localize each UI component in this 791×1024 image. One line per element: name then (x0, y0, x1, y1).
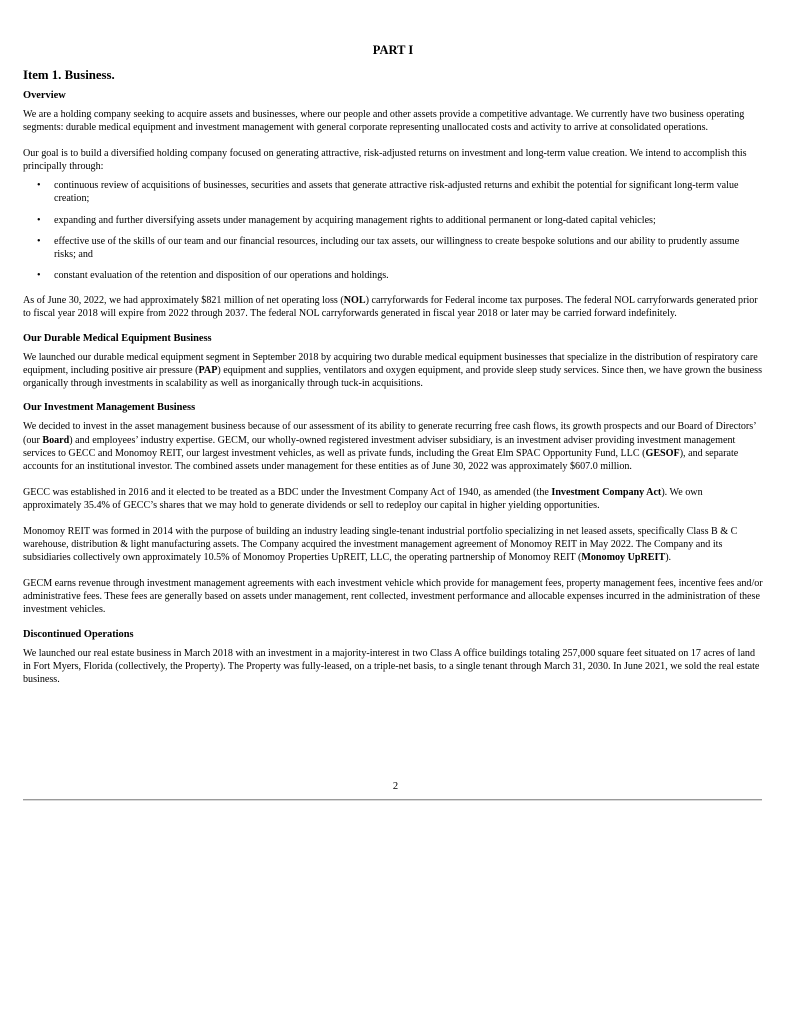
im-heading: Our Investment Management Business (23, 402, 196, 414)
nol-text-a: As of June 30, 2022, we had approximately $821 million of net operating loss ( (23, 294, 344, 306)
bullet-item (23, 235, 763, 261)
monomoy-text-a: Monomoy REIT was formed in 2014 with the purpose of building an industry leading single-tenant industrial portfolio specializing in net leased assets, specifically Class B & C warehouse, distribution & light manufacturing assets. The Company acquired the investment management agreement of Monomoy REIT in May 2022. The Company and its subsidiaries collectively own approximately 10.5% of Monomoy Properties UpREIT, LLC, the operating partnership of Monomoy REIT ( (23, 525, 738, 564)
im-paragraph-1 (23, 420, 763, 472)
im-text-b: ) and employees’ industry expertise. GECM, our wholly-owned registered investment adviser subsidiary, is an investment adviser providing investment management services to GECC and Monomoy REIT, our largest investment vehicles, as well as private funds, including the Great Elm SPAC Opportunity Fund, LLC ( (23, 434, 736, 459)
im-text-a: We decided to invest in the asset management business because of our assessment of its ability to generate recurring free cash flows, its growth prospects and our Board of Directors’ (our (23, 421, 756, 446)
document-page (23, 38, 763, 686)
dme-text-b: ) equipment and supplies, ventilators and oxygen equipment, and provide sleep study services. Since then, we have grown the business organically through investments in scalability as well as inorganically through tuck-in acquisitions. (23, 365, 763, 390)
im-paragraph-4: GECM earns revenue through investment management agreements with each investment vehicle which provide for management fees, property management fees, incentive fees and/or administrative fees. These fees are generally based on assets under management, rent collected, investment performance and allocable expenses incurred in the administration of these investment vehicles. (23, 578, 763, 616)
gecc-text-b: ). We own approximately 35.4% of GECC’s shares that we may hold to generate dividends or sell to redeploy our capital in higher yielding opportunities. (23, 486, 703, 511)
nol-text-b: ) carryforwards for Federal income tax purposes. The federal NOL carryforwards generated prior to fiscal year 2018 will expire from 2022 through 2037. The federal NOL carryforwards generated in fiscal year 2018 or later may be carried forward indefinitely. (23, 294, 758, 320)
bullet-text: expanding and further diversifying assets under management by acquiring management rights to additional permanent or long-dated capital vehicles; (54, 214, 656, 226)
im-paragraph-3 (23, 525, 763, 564)
im-text-c: ), and separate accounts for an institutional investor. The combined assets under management for these entities as of June 30, 2022 was approximately $607.0 million. (23, 447, 739, 472)
monomoy-text-b: ). (665, 552, 672, 564)
overview-paragraph-1: We are a holding company seeking to acquire assets and businesses, where our people and other assets provide a competitive advantage. We currently have two business operating segments: durable medical equipment and investment management with general corporate representing unallocated costs and activity to arrive at consolidated operations. (23, 109, 745, 134)
page-divider (23, 799, 762, 801)
overview-paragraph-2: Our goal is to build a diversified holding company focused on generating attractive, risk-adjusted returns on investment and long-term value creation. We intend to accomplish this principally through: (23, 148, 747, 173)
bullet-item (23, 269, 763, 282)
nol-paragraph (23, 294, 763, 320)
bullet-item (23, 179, 763, 205)
part-title: PART I (372, 43, 414, 57)
bullet-text: continuous review of acquisitions of businesses, securities and assets that generate attractive risk-adjusted returns and exhibit the potential for significant long-term value creation; (54, 180, 739, 205)
bullet-icon: • (37, 180, 41, 192)
pap-defined-term: PAP (198, 365, 218, 377)
gecc-text-a: GECC was established in 2016 and it elected to be treated as a BDC under the Investment Company Act of 1940, as amended (the (23, 486, 552, 498)
bullet-item (23, 214, 763, 227)
strategy-bullet-list (23, 179, 763, 282)
board-defined-term: Board (42, 434, 70, 446)
item-title: Item 1. Business. (23, 68, 115, 82)
page-number: 2 (392, 781, 399, 792)
ica-defined-term: Investment Company Act (551, 486, 662, 498)
bullet-text: effective use of the skills of our team and our financial resources, including our tax assets, our willingness to create bespoke solutions and our ability to prudently assume risks; and (54, 235, 740, 260)
discontinued-heading: Discontinued Operations (23, 628, 134, 640)
dme-heading: Our Durable Medical Equipment Business (23, 333, 212, 345)
gesof-defined-term: GESOF (645, 447, 680, 459)
dme-paragraph (23, 351, 763, 390)
upreit-defined-term: Monomoy UpREIT (581, 552, 666, 564)
bullet-icon: • (37, 269, 41, 281)
bullet-text: constant evaluation of the retention and disposition of our operations and holdings. (54, 269, 389, 281)
overview-heading: Overview (23, 90, 66, 101)
nol-defined-term: NOL (343, 294, 366, 306)
im-paragraph-2 (23, 486, 763, 512)
bullet-icon: • (37, 214, 41, 226)
dme-text-a: We launched our durable medical equipment segment in September 2018 by acquiring two durable medical equipment businesses that specialize in the distribution of respiratory care equipment, including positive air pressure ( (23, 352, 758, 377)
bullet-icon: • (37, 235, 41, 247)
discontinued-paragraph: We launched our real estate business in March 2018 with an investment in a majority-interest in two Class A office buildings totaling 257,000 square feet situated on 17 acres of land in Fort Myers, Florida (collectively, the Property). The Property was fully-leased, on a triple-net basis, to a single tenant through March 31, 2030. In June 2021, we sold the real estate business. (23, 647, 760, 685)
